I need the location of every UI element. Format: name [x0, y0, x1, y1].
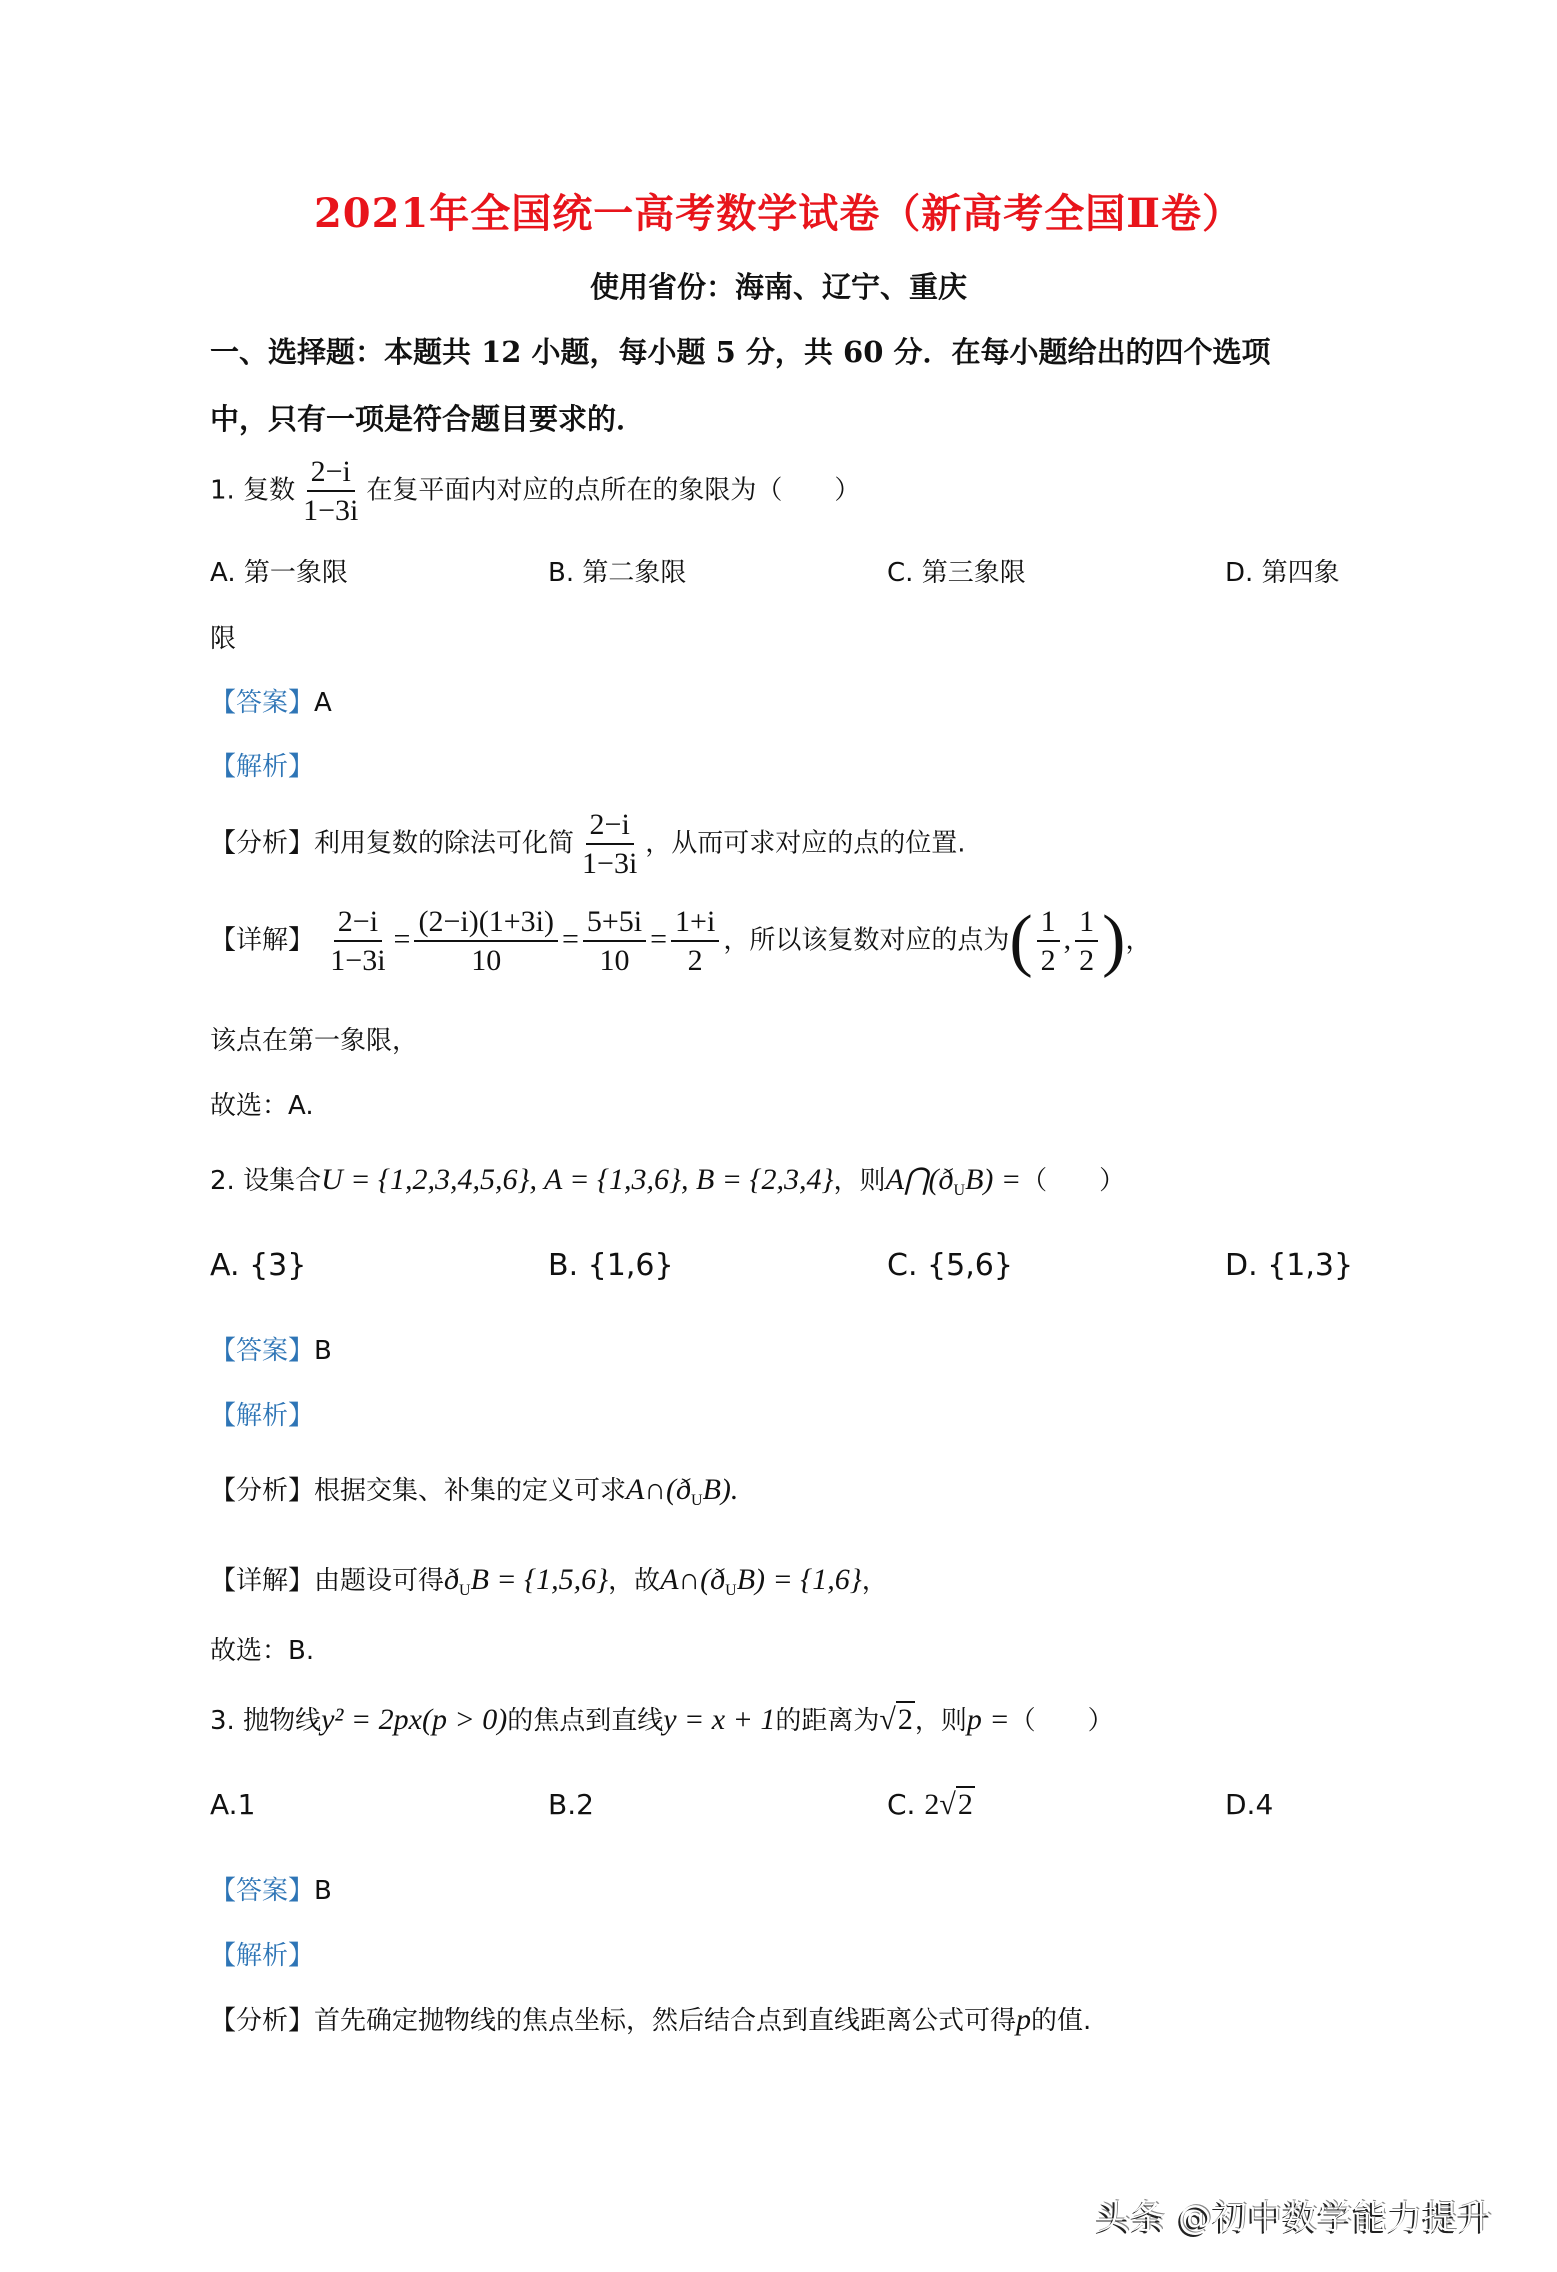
q3-option-d: D.4 [1225, 1788, 1274, 1821]
q2-analysis-label: 【解析】 [210, 1401, 315, 1431]
fraction: $\frac{2-i}{1-3i}$ [303, 455, 359, 527]
q2-option-b: B. {1,6} [548, 1248, 674, 1283]
q2-option-c: C. {5,6} [887, 1248, 1013, 1283]
q3-option-a: A.1 [210, 1788, 256, 1821]
q2-option-d: D. {1,3} [1225, 1248, 1354, 1283]
q3-analysis-label: 【解析】 [210, 1941, 315, 1971]
q3-fenxi: 【分析】首先确定抛物线的焦点坐标，然后结合点到直线距离公式可得p的值. [210, 2003, 1092, 2036]
q1-xiangjie: 【详解】 $\frac{2-i}{1-3i}$ = $\frac{(2-i)(1+3i)}{10}$ = $\frac{5+5i}{10}$ = $\frac{1+i}{2}$ ，所以该复数对应的点为( $\frac{1}{2}$ , $\frac{1}{2}$ )， [210, 902, 1152, 979]
watermark: 头条 @初中数学能力提升 [1096, 2198, 1493, 2238]
q2-answer: 【答案】B [210, 1336, 332, 1366]
q2-fenxi: 【分析】根据交集、补集的定义可求$A\cap(ð_UB)$. [210, 1473, 739, 1510]
question-1-stem: 1. 复数 $\frac{2-i}{1-3i}$ 在复平面内对应的点所在的象限为（ ） [210, 455, 861, 527]
section-heading-line1: 一、选择题：本题共 12 小题，每小题 5 分，共 60 分．在每小题给出的四个选项 [210, 335, 1271, 369]
page-title: 2021年全国统一高考数学试卷（新高考全国Ⅱ卷） [313, 190, 1244, 237]
q1-option-d: D. 第四象 [1225, 558, 1340, 588]
q1-option-b: B. 第二象限 [548, 558, 687, 588]
q1-line2: 该点在第一象限， [210, 1026, 419, 1056]
q1-option-d-wrap: 限 [210, 624, 237, 654]
section-heading-line2: 中，只有一项是符合题目要求的． [210, 402, 646, 436]
q3-option-b: B.2 [548, 1788, 594, 1821]
q1-answer: 【答案】A [210, 688, 332, 718]
q3-option-c: C. 2√2 [887, 1788, 973, 1821]
subtitle-provinces: 使用省份：海南、辽宁、重庆 [589, 270, 967, 304]
q1-option-a: A. 第一象限 [210, 558, 348, 588]
q1-conclusion: 故选：A. [210, 1091, 314, 1121]
q2-option-a: A. {3} [210, 1248, 307, 1283]
q1-option-c: C. 第三象限 [887, 558, 1026, 588]
q1-analysis-label: 【解析】 [210, 752, 315, 782]
q1-fenxi: 【分析】利用复数的除法可化简 $\frac{2-i}{1-3i}$ ，从而可求对应的点的位置. [210, 808, 966, 880]
question-3-stem: 3. 抛物线y² = 2px(p > 0)的焦点到直线y = x + 1的距离为√2，则p =（ ） [210, 1703, 1114, 1736]
q2-xiangjie: 【详解】由题设可得$ð_UB = \{1,5,6\}$，故$A\cap(ð_UB) = \{1,6\}$， [210, 1563, 888, 1600]
q3-answer: 【答案】B [210, 1876, 332, 1906]
question-2-stem: 2. 设集合U = {1,2,3,4,5,6}, A = {1,3,6}, B = {2,3,4}，则$A⋂(ð_UB)$ =（ ） [210, 1163, 1126, 1200]
q2-conclusion: 故选：B. [210, 1636, 315, 1666]
